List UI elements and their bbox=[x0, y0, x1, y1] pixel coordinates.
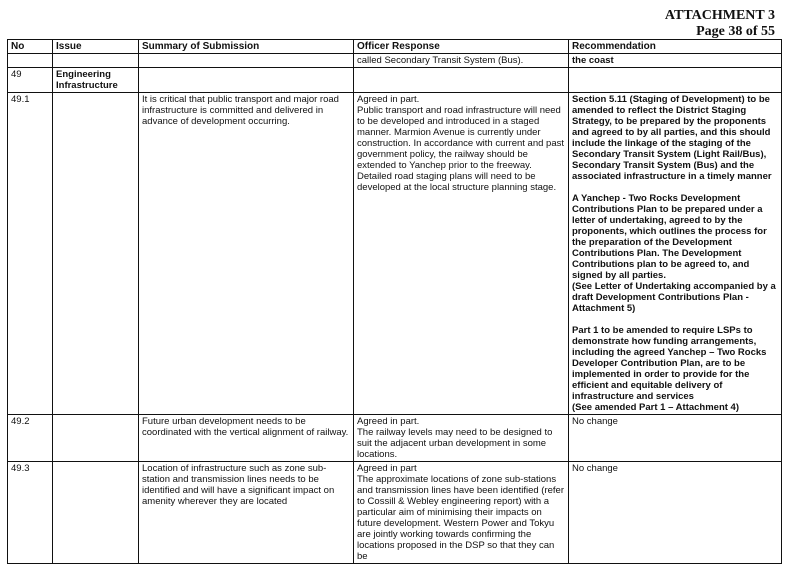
table-header-row bbox=[8, 40, 782, 54]
table-row bbox=[8, 93, 782, 415]
submissions-table bbox=[7, 39, 782, 564]
column-header-no: No bbox=[8, 40, 53, 54]
recommendation-cell: No change bbox=[569, 415, 782, 462]
officer-response-cell: Agreed in part. Public transport and road infrastructure will need to be developed and introduced in a staged manner. Marmion Avenue is currently under construction. In accordance with current and past government policy, the railway should be extended to Yanchep prior to the freeway. Detailed road staging plans will need to be developed at the local structure planning stage. bbox=[354, 93, 569, 415]
attachment-header bbox=[665, 8, 775, 40]
table-row-section bbox=[8, 68, 782, 93]
table-row-continued bbox=[8, 54, 782, 68]
row-number: 49.1 bbox=[8, 93, 53, 415]
table-row bbox=[8, 462, 782, 564]
recommendation-cell: Section 5.11 (Staging of Development) to be amended to reflect the District Staging Strategy, to be prepared by the proponents and agreed to by all parties, and this should include the linkage of the staging of the Secondary Transit System (Light Rail/Bus), Secondary Transit System (Bus) and the associated infrastructure in a timely manner A Yanchep - Two Rocks Development Contributions Plan to be prepared under a letter of undertaking, agreed to by the proponents, which outlines the process for the preparation of the Development Contributions Plan. The Development Contributions plan to be agreed to, and signed by all parties. (See Letter of Undertaking accompanied by a draft Development Contributions Plan - Attachment 5) Part 1 to be amended to require LSPs to demonstrate how funding arrangements, including the agreed Yanchep – Two Rocks Developer Contribution Plan, are to be implemented in order to provide for the efficient and equitable delivery of infrastructure and services (See amended Part 1 – Attachment 4) bbox=[569, 93, 782, 415]
officer-response-cell: Agreed in part The approximate locations of zone sub-stations and transmission lines have been identified (refer to Cossill & Webley engineering report) with a particular aim of minimising their impacts on future development. Western Power and Tokyu are jointly working towards confirming the locations proposed in the DSP so that they can be bbox=[354, 462, 569, 564]
officer-response-cell: Agreed in part. The railway levels may need to be designed to suit the adjacent urban development in some locations. bbox=[354, 415, 569, 462]
summary-cell: It is critical that public transport and major road infrastructure is committed and delivered in advance of development occurring. bbox=[139, 93, 354, 415]
section-title: Engineering Infrastructure bbox=[53, 68, 139, 93]
section-number: 49 bbox=[8, 68, 53, 93]
column-header-officer-response: Officer Response bbox=[354, 40, 569, 54]
attachment-label: ATTACHMENT 3 bbox=[664, 8, 775, 23]
table-row bbox=[8, 415, 782, 462]
officer-response-cell: called Secondary Transit System (Bus). bbox=[354, 54, 569, 68]
column-header-issue: Issue bbox=[53, 40, 139, 54]
summary-cell: Future urban development needs to be coordinated with the vertical alignment of railway. bbox=[139, 415, 354, 462]
row-number: 49.2 bbox=[8, 415, 53, 462]
summary-cell: Location of infrastructure such as zone sub-station and transmission lines needs to be identified and will have a significant impact on amenity wherever they are located bbox=[139, 462, 354, 564]
column-header-recommendation: Recommendation bbox=[569, 40, 782, 54]
page-number: Page 38 of 55 bbox=[696, 24, 775, 39]
row-number: 49.3 bbox=[8, 462, 53, 564]
recommendation-cell: the coast bbox=[569, 54, 782, 68]
recommendation-cell: No change bbox=[569, 462, 782, 564]
column-header-summary: Summary of Submission bbox=[139, 40, 354, 54]
